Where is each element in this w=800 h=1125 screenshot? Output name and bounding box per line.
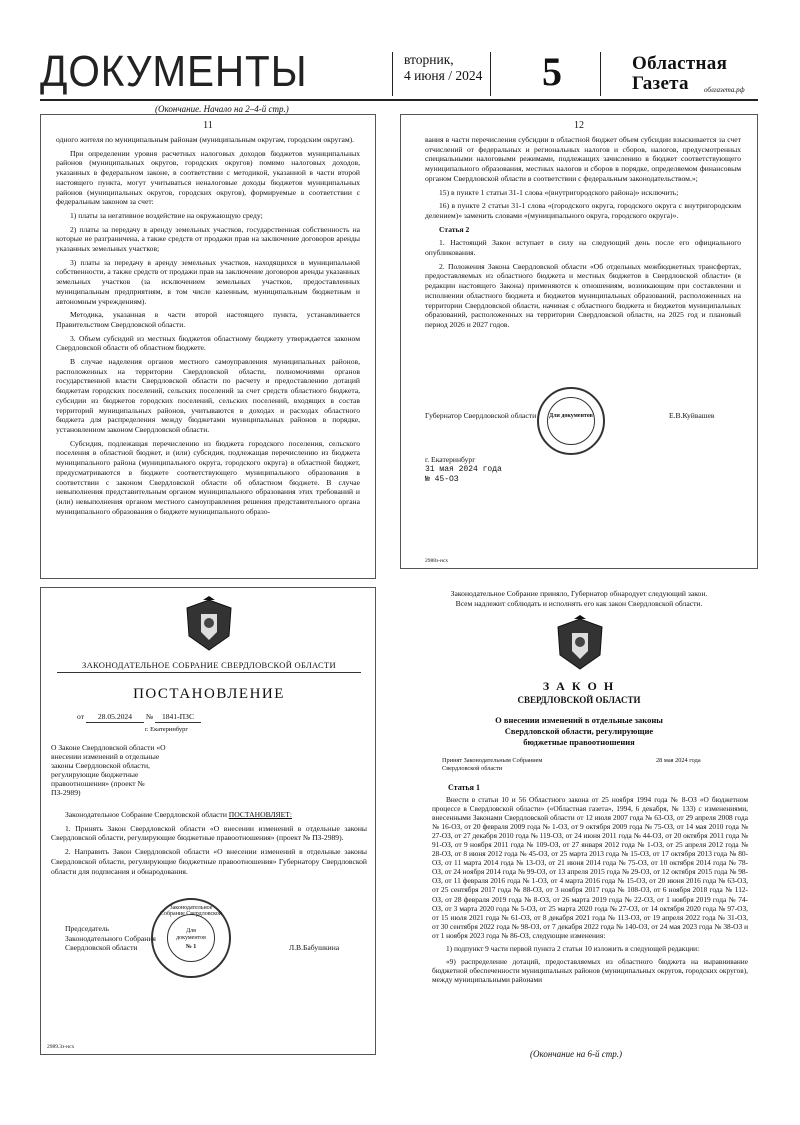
law-region: СВЕРДЛОВСКОЙ ОБЛАСТИ [517, 695, 641, 705]
official-seal [537, 387, 605, 455]
seal-text: Для документов [549, 413, 593, 419]
law-title: З А К О Н [542, 679, 616, 693]
paragraph: 3) платы за передачу в аренду земельных участков, находящихся в муниципальной собственности, а также средств от продажи прав на заключение договоров аренды указанных земельных участков (за исключением земельных участков, предоставленных муниципальным предприятиям, в том числе казенным, муниципальным бюджетным и автономным учреждениям). [56, 257, 360, 306]
logo-line1: Областная [632, 53, 728, 74]
section-title: ДОКУМЕНТЫ [40, 47, 308, 96]
subtitle-line: О внесении изменений в отдельные законы [495, 715, 663, 725]
law-body [432, 795, 748, 988]
intro-line: Всем надлежит соблюдать и исполнять его как закон Свердловской области. [455, 598, 703, 608]
issue-date [404, 52, 482, 84]
resolution-number: 1841-ПЗС [155, 712, 201, 723]
paragraph: 1. Принять Закон Свердловской области «О внесении изменений в отдельные законы Свердловской области, регулирующие бюджетные правоотношения» (проект № ПЗ-2989). [51, 823, 367, 843]
header-divider [490, 52, 491, 96]
chair-line: Председатель [65, 924, 110, 933]
paragraph: При определении уровня расчетных налоговых доходов бюджетов муниципальных районов (муниципальных округов, городских округов) помимо налоговых доходов, указанных в федеральном законе, в соответствии с методикой, указанной в части второй настоящего пункта, могут учитываться неналоговые доходы бюджетов муниципальных районов (муниципальных округов, городских округов), формируемые в соответствии с федеральным законом за счет: [56, 148, 360, 207]
page-num: 11 [203, 120, 213, 131]
resolves-text: Законодательное Собрание Свердловской области [65, 810, 229, 819]
page-12-text [401, 131, 757, 330]
seal-inner-ring [547, 397, 595, 445]
page-number: 5 [542, 49, 562, 94]
paragraph: 2. Положения Закона Свердловской области «Об отдельных межбюджетных трансфертах, предоставляемых из областного бюджета и местных бюджетов в Свердловской области» (в редакции настоящего Закона) применяются к отношениям, возникающим при составлении и исполнении областного бюджета и бюджетов муниципальных образований, расположенных на территории Свердловской области, начиная с областного бюджета и бюджетов муниципальных образований, расположенных на территории Свердловской области, на 2025 год и плановый период 2026 и 2027 годов. [425, 261, 741, 329]
year: / 2024 [448, 68, 483, 83]
sign-date: 31 мая 2024 года [425, 465, 502, 474]
law-number: № 45-ОЗ [425, 475, 459, 484]
paragraph: Субсидия, подлежащая перечислению из бюджета городского поселения, сельского поселения в областной бюджет, и (или) субсидия, подлежащая перечислению из бюджета муниципального района (муниципального округа, городского округа) в областной бюджет, предусматриваются в бюджете соответствующего муниципального образования в соответствии с законом Свердловской области об областном бюджете. В случае невыполнения представительным органом муниципального образования этих требований и (или) невыполнения органом местного самоуправления решения представительного органа муниципального образования о бюджете муниципального образо- [56, 438, 360, 516]
resolution-subject: О Законе Свердловской области «О внесении изменений в отдельные законы Свердловской области, регулирующие бюджетные правоотношения» (проект № ПЗ-2989) [51, 743, 166, 797]
number-prefix: № [145, 712, 154, 721]
paragraph: 2) платы за передачу в аренду земельных участков, государственная собственность на которые не разграничена, а также средств от продажи прав на заключение договоров аренды указанных земельных участков; [56, 224, 360, 254]
paragraph: 15) в пункте 1 статьи 31-1 слова «(внутригородского района)» исключить; [439, 187, 679, 197]
resolution-body [51, 810, 367, 880]
chair-line: Свердловской области [65, 943, 138, 953]
chair-line: Законодательного Собрания [65, 933, 156, 943]
logo-line2: Газета [632, 73, 689, 94]
official-seal [151, 898, 231, 978]
paragraph: Методика, указанная в части второй настоящего пункта, устанавливается Правительством Свердловской области. [56, 310, 360, 329]
site-url: облгазета.рф [704, 86, 745, 94]
subtitle-line: Свердловской области, регулирующие [504, 726, 654, 736]
coat-of-arms-icon [550, 615, 610, 673]
resolution-document [40, 587, 376, 1055]
title-rule [57, 672, 361, 673]
adopted-by [442, 757, 542, 773]
seal-ring-text: Законодательное Собрание Свердловской [159, 905, 222, 917]
header-divider [600, 52, 601, 96]
paragraph: 1) подпункт 9 части первой пункта 2 статьи 10 изложить в следующей редакции: [446, 943, 700, 953]
continuation-note: (Окончание. Начало на 2–4-й стр.) [155, 104, 289, 114]
paragraph: 2. Направить Закон Свердловской области «О внесении изменений в отдельные законы Свердловской области, регулирующие бюджетные правоотношения» Губернатору Свердловской области для подписания и обнародования. [51, 847, 367, 876]
resolution-date-line [77, 712, 201, 723]
intro-line: Законодательное Собрание приняло, Губернатор обнародует следующий закон. [450, 589, 708, 598]
resolution-date: 28.05.2024 [86, 712, 144, 723]
header-rule [40, 99, 758, 101]
date: 4 июня [404, 68, 445, 83]
seal-center-text: Для документов [176, 928, 206, 941]
seal-number: № 1 [185, 944, 197, 950]
city: г. Екатеринбург [145, 726, 189, 733]
article-heading: Статья 2 [439, 224, 470, 234]
page-num: 12 [574, 120, 584, 131]
chair-name: Л.В.Бабушкина [289, 943, 340, 952]
paragraph: 3. Объем субсидий из местных бюджетов областному бюджету утверждается законом Свердловской области об областном бюджете. [56, 333, 360, 353]
adopted-date: 28 мая 2024 года [656, 757, 701, 764]
subtitle-line: бюджетные правоотношения [523, 737, 635, 747]
law-intro [400, 589, 758, 608]
city: г. Екатеринбург [425, 455, 476, 464]
paragraph: 1. Настоящий Закон вступает в силу на следующий день после его официального опубликования. [425, 238, 741, 258]
paragraph: 16) в пункте 2 статьи 31-1 слова «(городского округа, городского округа с внутригородским делением)» заменить словами «(муниципального округа, городского округа)». [425, 201, 741, 220]
coat-of-arms-icon [179, 596, 239, 654]
paragraph: Внести в статьи 10 и 56 Областного закона от 25 ноября 1994 года № 8-ОЗ «О бюджетном процессе в Свердловской области» («Областная газета», 1994, 6 декабря, № 133) с изменениями, внесенными Законами Свердловской области от 12 июля 2007 года № 63-ОЗ, от 29 апреля 2008 года № 16-ОЗ, от 20 февраля 2009 года № 1-ОЗ, от 9 октября 2009 года № 75-ОЗ, от 14 мая 2010 года № 27-ОЗ, от 27 декабря 2010 года № 119-ОЗ, от 24 июня 2011 года № 44-ОЗ, от 20 октября 2011 года № 91-ОЗ, от 9 ноября 2011 года № 109-ОЗ, от 27 января 2012 года № 1-ОЗ, от 25 апреля 2012 года № 28-ОЗ, от 8 июня 2012 года № 45-ОЗ, от 25 марта 2013 года № 15-ОЗ, от 17 октября 2013 года № 80-ОЗ, от 11 марта 2014 года № 13-ОЗ, от 21 июня 2014 года № 75-ОЗ, от 10 октября 2014 года № 78-ОЗ, от 24 ноября 2014 года № 99-ОЗ, от 13 апреля 2015 года № 29-ОЗ, от 12 октября 2015 года № 98-ОЗ, от 11 февраля 2016 года № 1-ОЗ, от 4 марта 2016 года № 15-ОЗ, от 20 июня 2016 года № 63-ОЗ, от 25 сентября 2017 года № 88-ОЗ, от 3 ноября 2017 года № 108-ОЗ, от 6 ноября 2018 года № 112-ОЗ, от 28 февраля 2019 года № 8-ОЗ, от 26 марта 2019 года № 22-ОЗ, от 1 ноября 2019 года № 74-ОЗ, от 3 марта 2020 года № 5-ОЗ, от 25 марта 2020 года № 27-ОЗ, от 14 октября 2020 года № 97-ОЗ, от 15 июля 2021 года № 61-ОЗ, от 8 декабря 2021 года № 113-ОЗ, от 19 апреля 2022 года № 31-ОЗ, от 30 сентября 2022 года № 98-ОЗ, от 7 декабря 2022 года № 140-ОЗ, от 24 мая 2023 года № 38-ОЗ и от 1 ноября 2023 года № 86-ОЗ, следующие изменения: [432, 795, 748, 940]
paragraph: «9) распределение дотаций, предоставляемых из областного бюджета на выравнивание бюджетной обеспеченности муниципальных районов (муниципальных округов, городских округов), между муниципальными районами [432, 956, 748, 984]
law-subtitle [400, 715, 758, 748]
document-title: ПОСТАНОВЛЕНИЕ [133, 686, 285, 702]
resolves-word: ПОСТАНОВЛЯЕТ: [228, 810, 293, 819]
governor-name: Е.В.Куйвашев [669, 411, 715, 420]
document-page-11 [40, 114, 376, 579]
law-document [400, 587, 758, 1047]
article-heading: Статья 1 [448, 783, 480, 792]
paragraph: В случае наделения органов местного самоуправления муниципальных районов, расположенных на территории Свердловской области, полномочиями органов государственной власти Свердловской области по расчету и предоставлению дотаций бюджетам городских поселений, сельских поселений за счет средств областного бюджета, субсидии из бюджетов городских поселений, сельских поселений, входящих в состав территорий муниципальных районов, учитываются в доходах и расходах областного бюджета для распределения между бюджетами муниципальных районов в порядке, установленном законом Свердловской области. [56, 357, 360, 434]
paragraph: вания в части перечисления субсидии в областной бюджет объем субсидии взыскивается за счет отчислений от федеральных и региональных налогов и сборов, налогов, предусмотренных специальными налоговыми режимами, подлежащих зачислению в бюджет соответствующего муниципального образования, местных налогов и сборов в порядке, определяемом финансовым органом Свердловской области в соответствии с федеральным законодательством.»; [425, 135, 741, 183]
adopted-line: Принят Законодательным Собранием [442, 757, 543, 764]
paragraph: одного жителя по муниципальным районам (муниципальным округам, городским округам). [56, 135, 355, 144]
adopted-line: Свердловской области [442, 765, 503, 772]
document-page-12 [400, 114, 758, 569]
doc-code: 2988з-нсх [425, 558, 449, 564]
assembly-name: ЗАКОНОДАТЕЛЬНОЕ СОБРАНИЕ СВЕРДЛОВСКОЙ ОБЛАСТИ [82, 660, 336, 670]
continuation-note: (Окончание на 6-й стр.) [530, 1049, 623, 1059]
page-11-text [41, 131, 375, 516]
governor-label: Губернатор Свердловской области [425, 411, 537, 420]
paragraph: 1) платы за негативное воздействие на окружающую среду; [70, 210, 263, 220]
doc-code: 2989.3з-нсх [47, 1044, 75, 1050]
weekday: вторник, [404, 52, 454, 67]
date-prefix: от [77, 712, 85, 721]
header-divider [392, 52, 393, 96]
chair-title [65, 924, 156, 953]
